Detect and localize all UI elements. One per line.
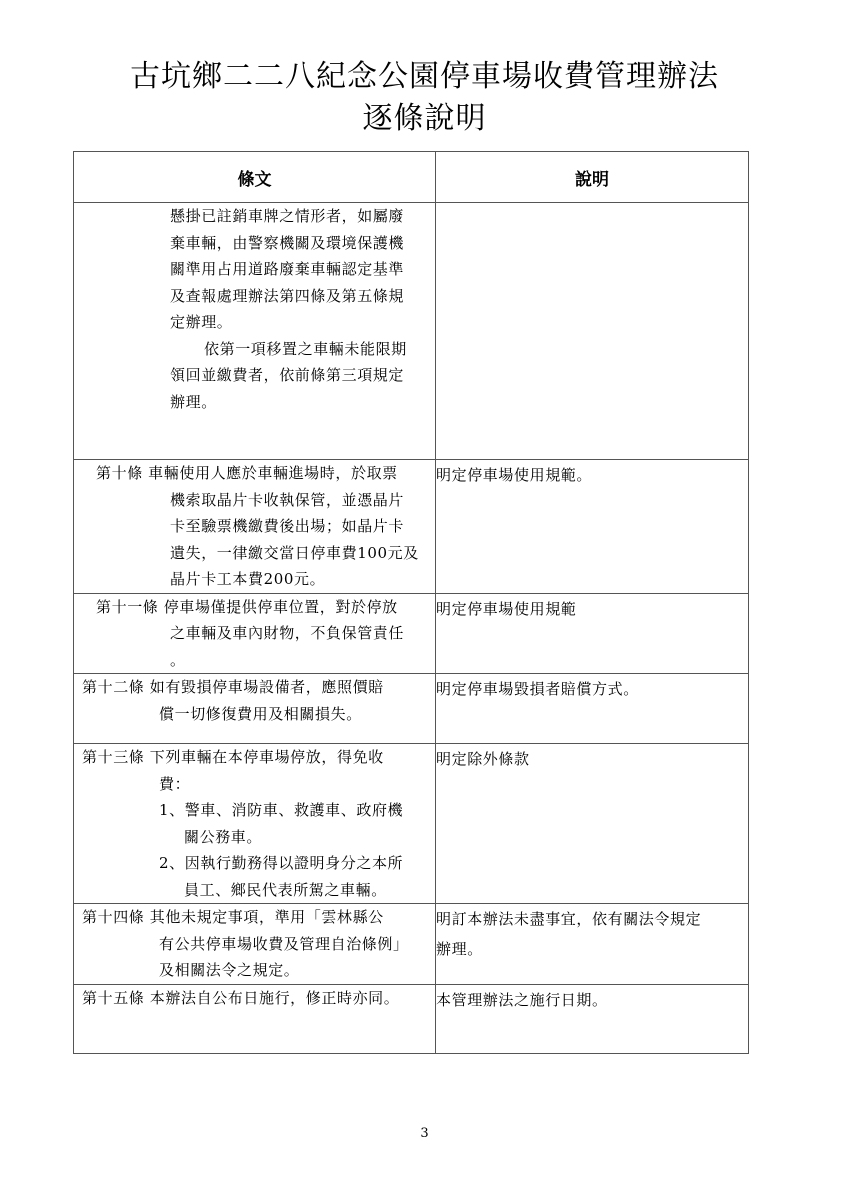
- table-row: [74, 203, 749, 460]
- article-line: 第十條 車輛使用人應於車輛進場時，於取票: [96, 464, 398, 482]
- article-line: 晶片卡工本費200元。: [170, 570, 326, 588]
- explanation-cell: 明定停車場使用規範。: [436, 460, 749, 594]
- article-cell: [74, 984, 436, 1053]
- explanation-cell: 本管理辦法之施行日期。: [436, 984, 749, 1053]
- article-line: 第十四條 其他未規定事項，準用「雲林縣公: [82, 908, 384, 926]
- article-line: 辦理。: [170, 392, 217, 411]
- explanation-line: 辦理。: [436, 940, 483, 958]
- page-number: 3: [420, 1126, 429, 1141]
- explanation-cell: 明定除外條款: [436, 744, 749, 904]
- article-cell: [74, 593, 436, 674]
- table-row: [74, 984, 749, 1053]
- article-line: 第十一條 停車場僅提供停車位置，對於停放: [96, 597, 398, 616]
- article-line: 員工、鄉民代表所駕之車輛。: [184, 880, 387, 899]
- article-line: 定辦理。: [170, 313, 233, 331]
- article-line: 棄車輛，由警察機關及環境保護機: [170, 233, 405, 252]
- article-line: 第十二條 如有毀損停車場設備者，應照價賠: [82, 678, 384, 696]
- table-row: [74, 460, 749, 594]
- document-title: 古坑鄉二二八紀念公園停車場收費管理辦法: [130, 59, 719, 94]
- table-row: [74, 744, 749, 904]
- table-row: [74, 593, 749, 674]
- document-subtitle: 逐條說明: [362, 101, 487, 136]
- article-line: 償一切修復費用及相關損失。: [159, 704, 362, 723]
- article-line: 遺失，一律繳交當日停車費100元及: [170, 543, 419, 562]
- table-header-row: [74, 152, 749, 203]
- table-row: [74, 904, 749, 985]
- article-line: 及查報處理辦法第四條及第五條規: [170, 286, 405, 305]
- article-line: 依第一項移置之車輛未能限期: [204, 339, 407, 358]
- article-line: 費：: [159, 774, 191, 793]
- article-cell: [74, 744, 436, 904]
- explanation-line: 明訂本辦法未盡事宜，依有關法令規定: [436, 910, 702, 928]
- article-line: 。: [170, 650, 186, 669]
- article-line: 第十五條 本辦法自公布日施行，修正時亦同。: [82, 988, 400, 1007]
- article-line: 1、警車、消防車、救護車、政府機: [159, 801, 404, 819]
- article-line: 關準用占用道路廢棄車輛認定基準: [170, 260, 405, 278]
- article-line: 卡至驗票機繳費後出場；如晶片卡: [170, 517, 405, 535]
- table-row: [74, 674, 749, 744]
- clause-table: [73, 151, 749, 1054]
- explanation-cell: [436, 203, 749, 460]
- header-explanation: 說明: [436, 152, 749, 203]
- article-line: 2、因執行勤務得以證明身分之本所: [159, 854, 404, 872]
- article-line: 機索取晶片卡收執保管，並憑晶片: [170, 490, 405, 509]
- article-cell: [74, 674, 436, 744]
- article-cell: [74, 904, 436, 985]
- article-line: 有公共停車場收費及管理自治條例」: [159, 934, 409, 953]
- article-cell: [74, 203, 436, 460]
- article-line: 領回並繳費者，依前條第三項規定: [170, 366, 405, 384]
- article-line: 及相關法令之規定。: [159, 961, 300, 979]
- article-cell: [74, 460, 436, 594]
- article-line: 關公務車。: [184, 827, 263, 846]
- header-article: 條文: [74, 152, 436, 203]
- article-line: 第十三條 下列車輛在本停車場停放，得免收: [82, 748, 384, 766]
- explanation-cell: 明定停車場使用規範: [436, 593, 749, 674]
- explanation-cell: 明定停車場毀損者賠償方式。: [436, 674, 749, 744]
- explanation-cell: [436, 904, 749, 985]
- article-line: 懸掛已註銷車牌之情形者，如屬廢: [170, 207, 405, 225]
- article-line: 之車輛及車內財物，不負保管責任: [170, 624, 405, 642]
